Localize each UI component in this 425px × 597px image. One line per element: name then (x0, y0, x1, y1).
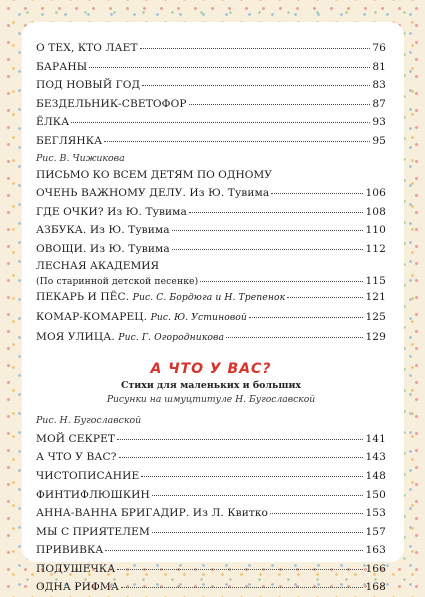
toc-entry-title: ЧИСТОПИСАНИЕ (36, 469, 140, 482)
toc-entry (36, 430, 386, 449)
dot-leader (152, 532, 364, 533)
dot-leader (119, 457, 364, 458)
toc-entry (36, 58, 386, 77)
toc-entry-title: АЗБУКА. Из Ю. Тувима (36, 224, 170, 237)
toc-entry (36, 504, 386, 523)
toc-entry-page: 143 (365, 451, 386, 464)
toc-entry-title: МОЙ СЕКРЕТ (36, 432, 116, 445)
toc-entry-page: 110 (365, 224, 386, 237)
toc-entry (36, 448, 386, 467)
toc-entry-credit: Рис. Г. Огородникова (118, 331, 225, 343)
illustrator-credit: Рис. В. Чижикова (36, 152, 125, 164)
dot-leader (287, 297, 363, 298)
toc-entry (36, 95, 386, 114)
toc-entry-title: ОВОЩИ. Из Ю. Тувима (36, 242, 170, 255)
toc-entry-page: 168 (365, 581, 386, 594)
toc-entry-title: ГДЕ ОЧКИ? Из Ю. Тувима (36, 205, 187, 218)
toc-entry (36, 274, 386, 288)
toc-entry-page: 106 (365, 187, 386, 200)
dot-leader (121, 587, 364, 588)
toc-entry-title: ПЕКАРЬ И ПЁС. (36, 291, 130, 304)
toc-entry-title: ФИНТИФЛЮШКИН (36, 488, 150, 501)
dot-leader (189, 212, 364, 213)
toc-entry-page: 129 (365, 330, 386, 343)
dot-leader (270, 513, 363, 514)
toc-entry (36, 39, 386, 58)
dot-leader (152, 495, 364, 496)
toc-entry (36, 560, 386, 579)
dot-leader (104, 141, 370, 142)
dot-leader (117, 569, 363, 570)
toc-entry-page: 163 (365, 544, 386, 557)
toc-entry-page: 95 (372, 134, 386, 147)
toc-entry-page: 112 (365, 242, 386, 255)
dot-leader (105, 550, 363, 551)
dot-leader (141, 476, 363, 477)
toc-entry-title: ЁЛКА (36, 116, 70, 129)
toc-entry (36, 221, 386, 240)
toc-entry-title: ПРИВИВКА (36, 544, 104, 557)
dot-leader (200, 281, 363, 282)
dot-leader (189, 104, 371, 105)
toc-entry (36, 467, 386, 486)
toc-entry-title: ПОДУШЕЧКА (36, 562, 116, 575)
toc-entry-page: 141 (365, 432, 386, 445)
toc-entry (36, 113, 386, 132)
toc-entry-page: 81 (372, 60, 386, 73)
toc-entry-page: 157 (365, 525, 386, 538)
toc-entry (36, 240, 386, 259)
toc-entry-title-line: ЛЕСНАЯ АКАДЕМИЯ (36, 260, 160, 273)
toc-entry-title: МЫ С ПРИЯТЕЛЕМ (36, 525, 150, 538)
section-heading (36, 359, 386, 407)
dot-leader (249, 317, 364, 318)
toc-entry-credit: Рис. Ю. Устиновой (150, 312, 247, 324)
toc-entry-title: БАРАНЫ (36, 60, 88, 73)
toc-entry-page: 148 (365, 469, 386, 482)
dot-leader (172, 230, 364, 231)
dot-leader (89, 67, 370, 68)
toc-entry (36, 541, 386, 560)
toc-entry-title: БЕГЛЯНКА (36, 134, 103, 147)
toc-entry-page: 87 (372, 97, 386, 110)
toc-entry-page: 153 (365, 507, 386, 520)
toc-entry-subtitle: (По старинной детской песенке) (36, 276, 199, 288)
book-page (22, 22, 404, 594)
toc-entry-title: АННА-ВАННА БРИГАДИР. Из Л. Квитко (36, 507, 269, 520)
toc-entry-page: 83 (372, 79, 386, 92)
toc-entry-page: 121 (365, 291, 386, 304)
dot-leader (140, 48, 371, 49)
toc-entry (36, 308, 386, 328)
toc-entry-title: БЕЗДЕЛЬНИК-СВЕТОФОР (36, 97, 187, 110)
toc-entry (36, 76, 386, 95)
dot-leader (172, 249, 364, 250)
toc-entry-title: МОЯ УЛИЦА. (36, 330, 115, 343)
toc-entry-title: ОЧЕНЬ ВАЖНОМУ ДЕЛУ. Из Ю. Тувима (36, 187, 270, 200)
toc-entry (36, 288, 386, 308)
toc-entry-page: 93 (372, 116, 386, 129)
toc-entry-title-line: ПИСЬМО КО ВСЕМ ДЕТЯМ ПО ОДНОМУ (36, 169, 272, 182)
illustrator-credit: Рис. Н. Бугославской (36, 415, 142, 427)
toc-entry-title: ПОД НОВЫЙ ГОД (36, 79, 141, 92)
dot-leader (71, 122, 370, 123)
section-subtitle: Стихи для маленьких и больших (121, 380, 301, 392)
toc-entry-credit: Рис. С. Бордюга и Н. Трепенок (132, 292, 286, 304)
toc-entry-page: 150 (365, 488, 386, 501)
toc-entry-page: 125 (365, 311, 386, 324)
dot-leader (142, 85, 370, 86)
toc-entry-title: КОМАР-КОМАРЕЦ. (36, 311, 148, 324)
toc-entry (36, 132, 386, 151)
toc-entry-title: ОДНА РИФМА (36, 581, 119, 594)
dot-leader (117, 439, 363, 440)
section-note: Рисунки на шмуцтитуле Н. Бугославской (106, 394, 316, 406)
table-of-contents (36, 39, 386, 597)
toc-entry (36, 328, 386, 348)
toc-entry (36, 486, 386, 505)
toc-entry-page: 166 (365, 562, 386, 575)
dot-leader (271, 193, 363, 194)
dot-leader (226, 337, 363, 338)
toc-entry-page: 115 (365, 275, 386, 288)
toc-entry-page: 108 (365, 205, 386, 218)
toc-entry-title: А ЧТО У ВАС? (36, 451, 117, 464)
toc-entry (36, 184, 386, 203)
toc-entry (36, 523, 386, 542)
toc-entry-page: 76 (372, 42, 386, 54)
toc-entry (36, 578, 386, 597)
toc-entry-title: О ТЕХ, КТО ЛАЕТ (36, 42, 138, 54)
toc-entry (36, 203, 386, 222)
section-title: А ЧТО У ВАС? (150, 361, 272, 378)
